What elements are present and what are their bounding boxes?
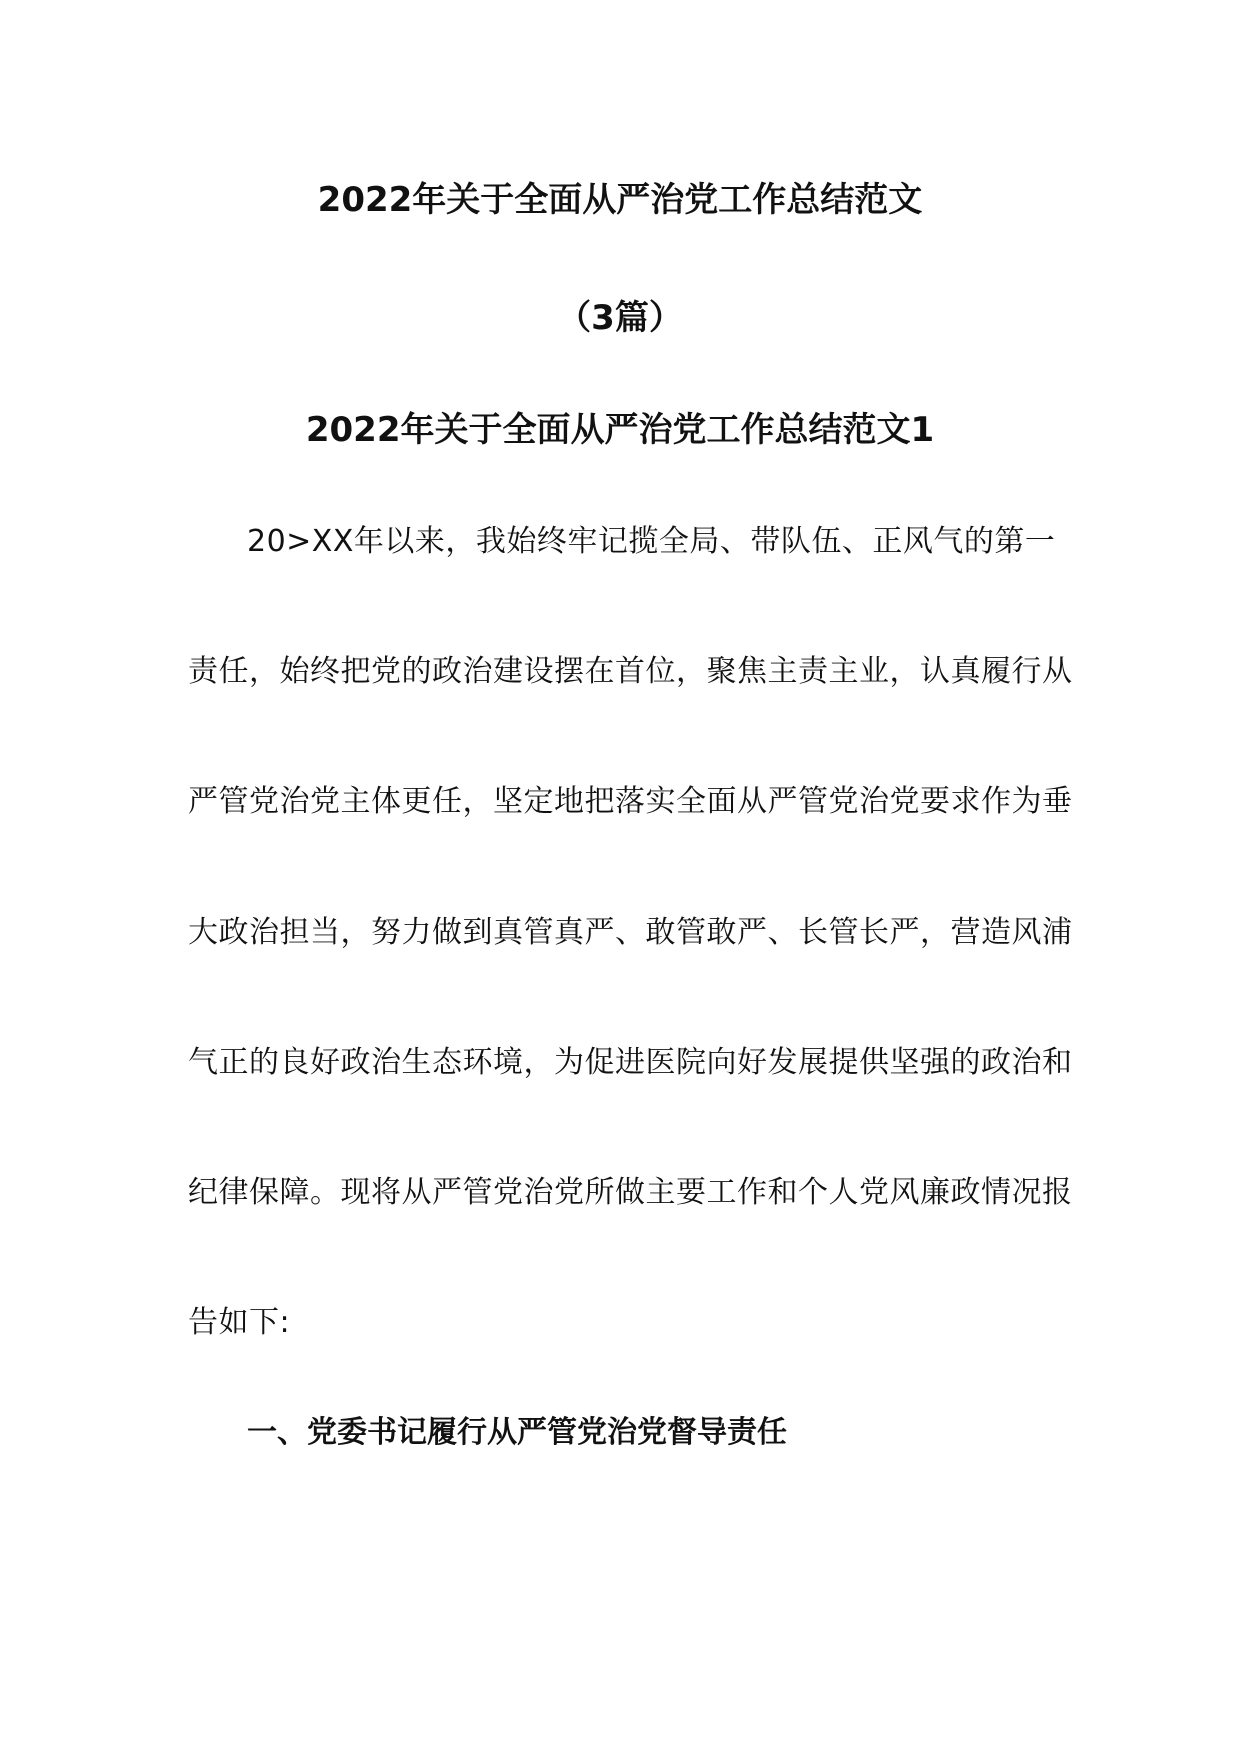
section-title: 2022年关于全面从严治党工作总结范文1 <box>305 410 935 450</box>
paragraph-line: 责任，始终把党的政治建设摆在首位，聚焦主责主业，认真履行从 <box>188 654 1073 689</box>
paragraph-line: 严管党治党主体更任，坚定地把落实全面从严管党治党要求作为垂 <box>188 784 1073 819</box>
paragraph-line: 大政治担当，努力做到真管真严、敢管敢严、长管长严，营造风浦 <box>188 915 1073 950</box>
document-title: 2022年关于全面从严治党工作总结范文 <box>317 180 923 220</box>
paragraph-line: 20>XX年以来，我始终牢记揽全局、带队伍、正风气的第一 <box>247 524 1056 559</box>
document-subtitle: （3篇） <box>557 298 683 338</box>
paragraph-line: 纪律保障。现将从严管党治党所做主要工作和个人党风廉政情况报 <box>188 1175 1073 1210</box>
paragraph-line: 告如下: <box>188 1305 291 1340</box>
heading-level-1: 一、党委书记履行从严管党治党督导责任 <box>247 1415 787 1450</box>
paragraph-line: 气正的良好政治生态环境，为促进医院向好发展提供坚强的政治和 <box>188 1045 1073 1080</box>
